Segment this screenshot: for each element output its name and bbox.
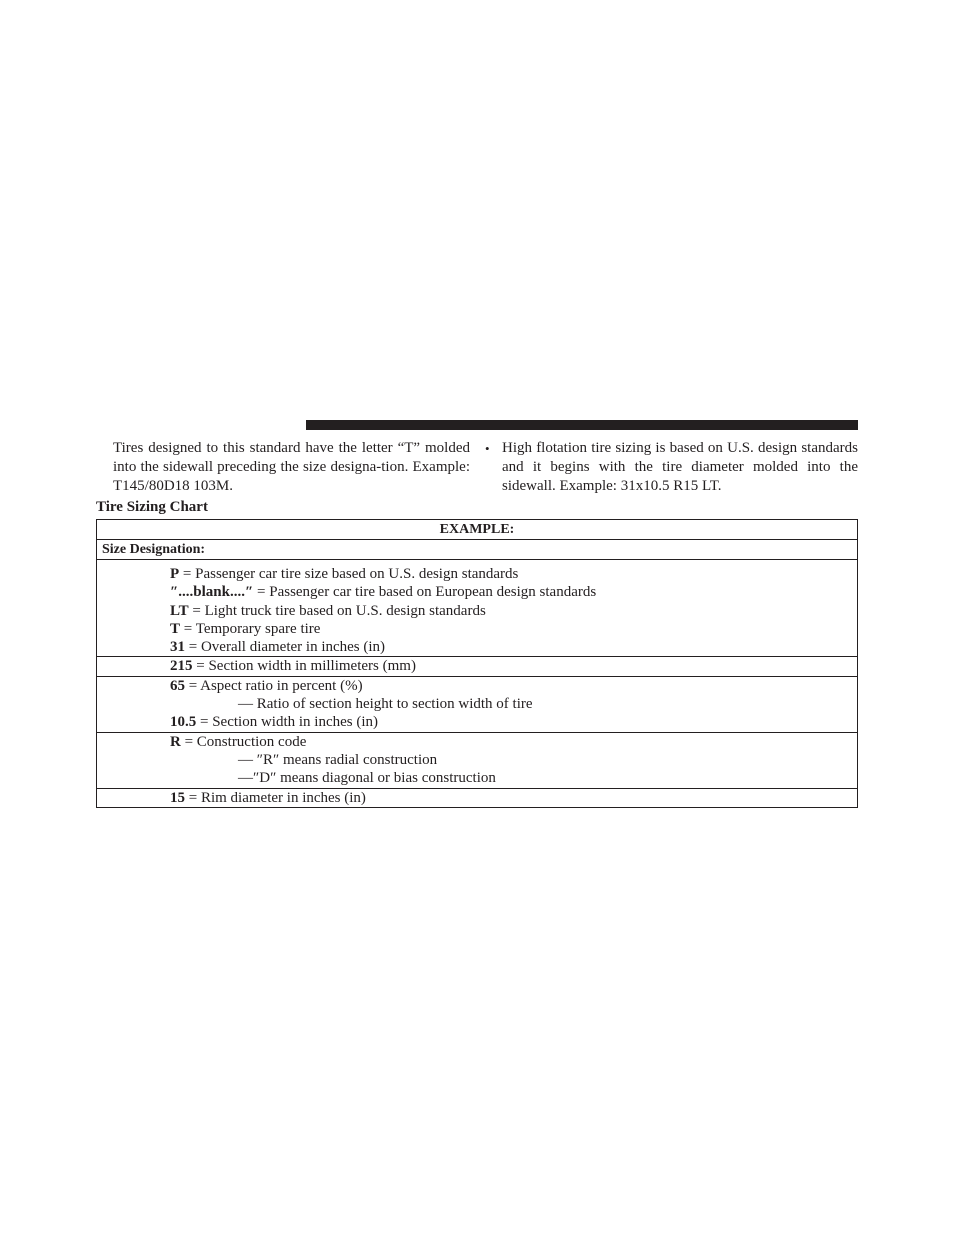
table-cell-construction bbox=[97, 732, 858, 788]
intro-left-paragraph: Tires designed to this standard have the letter “T” molded into the sidewall preceding the size designa-tion. Example: T145/80D18 103M. bbox=[113, 440, 470, 494]
table-row bbox=[97, 657, 858, 676]
table-cell-aspect-ratio bbox=[97, 676, 858, 732]
code: 215 bbox=[170, 658, 193, 675]
section-divider-bar bbox=[306, 420, 858, 430]
description: = Construction code bbox=[180, 733, 307, 750]
table-line bbox=[170, 602, 857, 620]
code: R bbox=[170, 733, 181, 750]
table-subheader: Size Designation: bbox=[97, 540, 858, 560]
code: P bbox=[170, 566, 180, 582]
description: = Aspect ratio in percent (%) bbox=[185, 677, 363, 694]
description: = Passenger car tire size based on U.S. design standards bbox=[179, 566, 519, 582]
table-line bbox=[170, 620, 857, 638]
table-line bbox=[170, 677, 857, 695]
description: = Section width in inches (in) bbox=[196, 714, 379, 731]
table-line bbox=[170, 733, 857, 751]
description: = Temporary spare tire bbox=[180, 620, 321, 637]
table-row bbox=[97, 732, 858, 788]
table-row bbox=[97, 676, 858, 732]
code: 10.5 bbox=[170, 714, 197, 731]
table-cell-section-width bbox=[97, 657, 858, 676]
table-subheader-row bbox=[97, 540, 858, 560]
table-line bbox=[170, 638, 857, 656]
tire-sizing-table bbox=[96, 519, 858, 808]
table-cell-rim-diameter bbox=[97, 788, 858, 807]
description: = Light truck tire based on U.S. design standards bbox=[188, 602, 486, 619]
code: 31 bbox=[170, 639, 185, 656]
table-row bbox=[97, 560, 858, 657]
intro-right-column bbox=[485, 439, 858, 496]
table-line bbox=[170, 657, 857, 675]
code: T bbox=[170, 620, 181, 637]
table-cell-prefix bbox=[97, 560, 858, 657]
table-header-row bbox=[97, 520, 858, 540]
code: LT bbox=[170, 602, 189, 619]
bullet-icon: • bbox=[485, 441, 490, 456]
bullet-text: High flotation tire sizing is based on U.S. design standards and it begins with the tire diameter molded into the sidewall. Example: 31x10.5 R15 LT. bbox=[502, 440, 858, 494]
bullet-item bbox=[485, 439, 858, 496]
code: ″....blank....″ bbox=[170, 584, 254, 601]
chart-title: Tire Sizing Chart bbox=[96, 499, 208, 515]
table-row bbox=[97, 788, 858, 807]
table-header: EXAMPLE: bbox=[97, 520, 858, 540]
table-line bbox=[170, 713, 857, 731]
description: = Rim diameter in inches (in) bbox=[185, 789, 366, 806]
table-note: — ″R″ means radial construction bbox=[238, 751, 438, 768]
description: = Passenger car tire based on European design standards bbox=[253, 584, 597, 601]
code: 65 bbox=[170, 677, 185, 694]
description: = Overall diameter in inches (in) bbox=[185, 639, 386, 656]
table-line bbox=[170, 789, 857, 807]
table-line bbox=[170, 583, 857, 601]
table-note: —″D″ means diagonal or bias construction bbox=[238, 770, 496, 787]
table-note: — Ratio of section height to section width of tire bbox=[238, 696, 533, 713]
code: 15 bbox=[170, 789, 185, 806]
description: = Section width in millimeters (mm) bbox=[192, 658, 416, 675]
table-line bbox=[170, 565, 857, 583]
